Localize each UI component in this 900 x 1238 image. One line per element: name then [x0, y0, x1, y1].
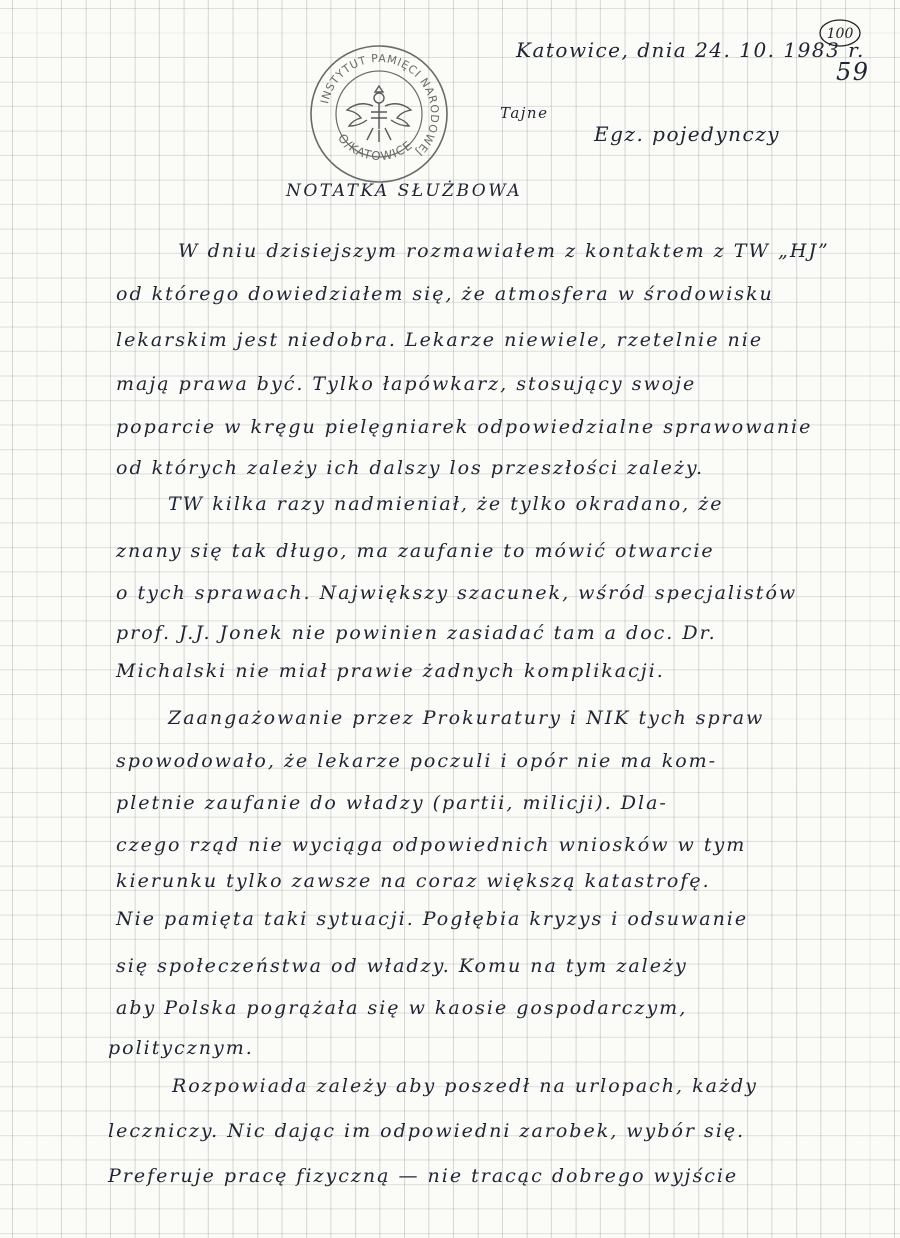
body-line: politycznym. — [108, 1037, 254, 1059]
body-line: prof. J.J. Jonek nie powinien zasiadać tam a doc. Dr. — [116, 622, 717, 644]
eagle-emblem-icon — [347, 86, 411, 142]
body-line: się społeczeństwa od władzy. Komu na tym zależy — [116, 955, 688, 977]
body-line: znany się tak długo, ma zaufanie to mówić otwarcie — [116, 540, 715, 562]
stamp-bottom-text: O/KATOWICE — [335, 131, 416, 164]
body-line: TW kilka razy nadmieniał, że tylko okradano, że — [168, 493, 724, 515]
body-line: o tych sprawach. Największy szacunek, wśród specjalistów — [116, 582, 798, 604]
body-line: leczniczy. Nic dając im odpowiedni zarobek, wybór się. — [108, 1120, 746, 1142]
svg-text:O/KATOWICE — [335, 131, 415, 163]
body-line: lekarskim jest niedobra. Lekarze niewiele, rzetelnie nie — [116, 329, 764, 351]
body-line: czego rząd nie wyciąga odpowiednich wniosków w tym — [116, 834, 747, 856]
body-line: poparcie w kręgu pielęgniarek odpowiedzialne sprawowanie — [116, 416, 813, 438]
body-line: kierunku tylko zawsze na coraz większą katastrofę. — [116, 870, 711, 892]
document-title: NOTATKA SŁUŻBOWA — [286, 181, 523, 201]
body-line: Rozpowiada zależy aby poszedł na urlopach, każdy — [172, 1075, 758, 1097]
copy-note: Egz. pojedynczy — [594, 122, 781, 146]
place-date: Katowice, dnia 24. 10. 1983 r. — [516, 38, 865, 62]
body-line: Preferuje pracę fizyczną — nie tracąc dobrego wyjście — [108, 1165, 739, 1187]
body-line: Zaangażowanie przez Prokuratury i NIK tych spraw — [168, 707, 765, 729]
classification-mark: Tajne — [500, 104, 549, 122]
folio-number: 59 — [836, 58, 870, 86]
stamp-outer-text: INSTYTUT PAMIĘCI NARODOWEJ — [318, 51, 442, 159]
body-line: aby Polska pogrążała się w kaosie gospodarczym, — [116, 997, 688, 1019]
body-line: Michalski nie miał prawie żadnych komplikacji. — [116, 660, 665, 682]
body-line: pletnie zaufanie do władzy (partii, milicji). Dla- — [116, 792, 668, 814]
body-line: mają prawa być. Tylko łapówkarz, stosujący swoje — [116, 373, 697, 395]
body-line: W dniu dzisiejszym rozmawiałem z kontaktem z TW „HJ” — [178, 240, 830, 262]
archive-stamp — [307, 42, 451, 186]
circled-number-text: 100 — [826, 26, 854, 42]
body-line: od których zależy ich dalszy los przeszłości zależy. — [116, 457, 705, 479]
body-line: Nie pamięta taki sytuacji. Pogłębia kryzys i odsuwanie — [116, 908, 749, 930]
body-line: od którego dowiedziałem się, że atmosfera w środowisku — [116, 283, 774, 305]
body-line: spowodowało, że lekarze poczuli i opór nie ma kom- — [116, 750, 718, 772]
